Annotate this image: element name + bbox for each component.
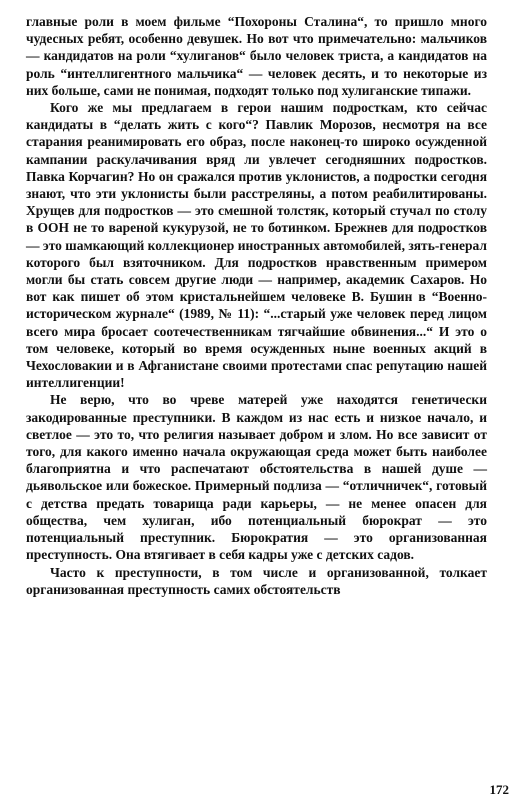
page-text [26, 13, 487, 788]
paragraph-1: главные роли в моем фильме “Похороны Сталина“, то пришло много чудесных ребят, особенно девушек. Но вот что примечательно: мальчиков — кандидатов на роли “хулиганов“ было человек триста, а кандидатов на роль “интеллигентного мальчика“ — человек десять, и то некоторые из них больше, сами не понимая, подходят только под хулиганские типажи. [26, 14, 487, 98]
paragraph-2: Кого же мы предлагаем в герои нашим подросткам, кто сейчас кандидаты в “делать жить с кого“? Павлик Морозов, несмотря на все старания реанимировать его образ, после наконец-то широко осужденной кампании раскулачивания вряд ли увлечет сегодняшних подростков. Павка Корчагин? Но он сражался против уклонистов, а подростки сегодня знают, что эти уклонисты были расстреляны, а потом реабилитированы. Хрущев для подростков — это смешной толстяк, который стучал по столу в ООН не то вареной кукурузой, не то ботинком. Брежнев для подростков — это шамкающий коллекционер иностранных автомобилей, зять-генерал которого был взяточником. Для подростков нравственным примером могли бы стать совсем другие люди — например, академик Сахаров. Но вот как пишет об этом кристальнейшем человеке В. Бушин в “Военно-историческом журнале“ (1989, № 11): “...старый уже человек перед лицом всего мира бросает соотечественникам тягчайшие обвинения...“ И это о том человеке, который во время осужденных ныне военных акций в Чехословакии и в Афганистане своими протестами спас репутацию нашей интеллигенции! [26, 100, 487, 391]
page-number: 172 [489, 782, 509, 797]
paragraph-4: Часто к преступности, в том числе и организованной, толкает организованная преступность самих обстоятельств [26, 564, 487, 597]
paragraph-3: Не верю, что во чреве матерей уже находятся генетически закодированные преступники. В каждом из нас есть и низкое начало, и светлое — это то, что религия называет добром и злом. Но все зависит от того, для какого именно начала окружающая среда может быть наиболее благоприятна и что распечатают обстоятельства в нашей душе — дьявольское или божеское. Примерный подлиза — “отличничек“, готовый с детства предать товарища ради карьеры, — не менее опасен для общества, чем хулиган, ибо потенциальный бюрократ — это потенциальный преступник. Бюрократия — это организованная преступность. Она втягивает в себя кадры уже с детских садов. [26, 392, 487, 563]
